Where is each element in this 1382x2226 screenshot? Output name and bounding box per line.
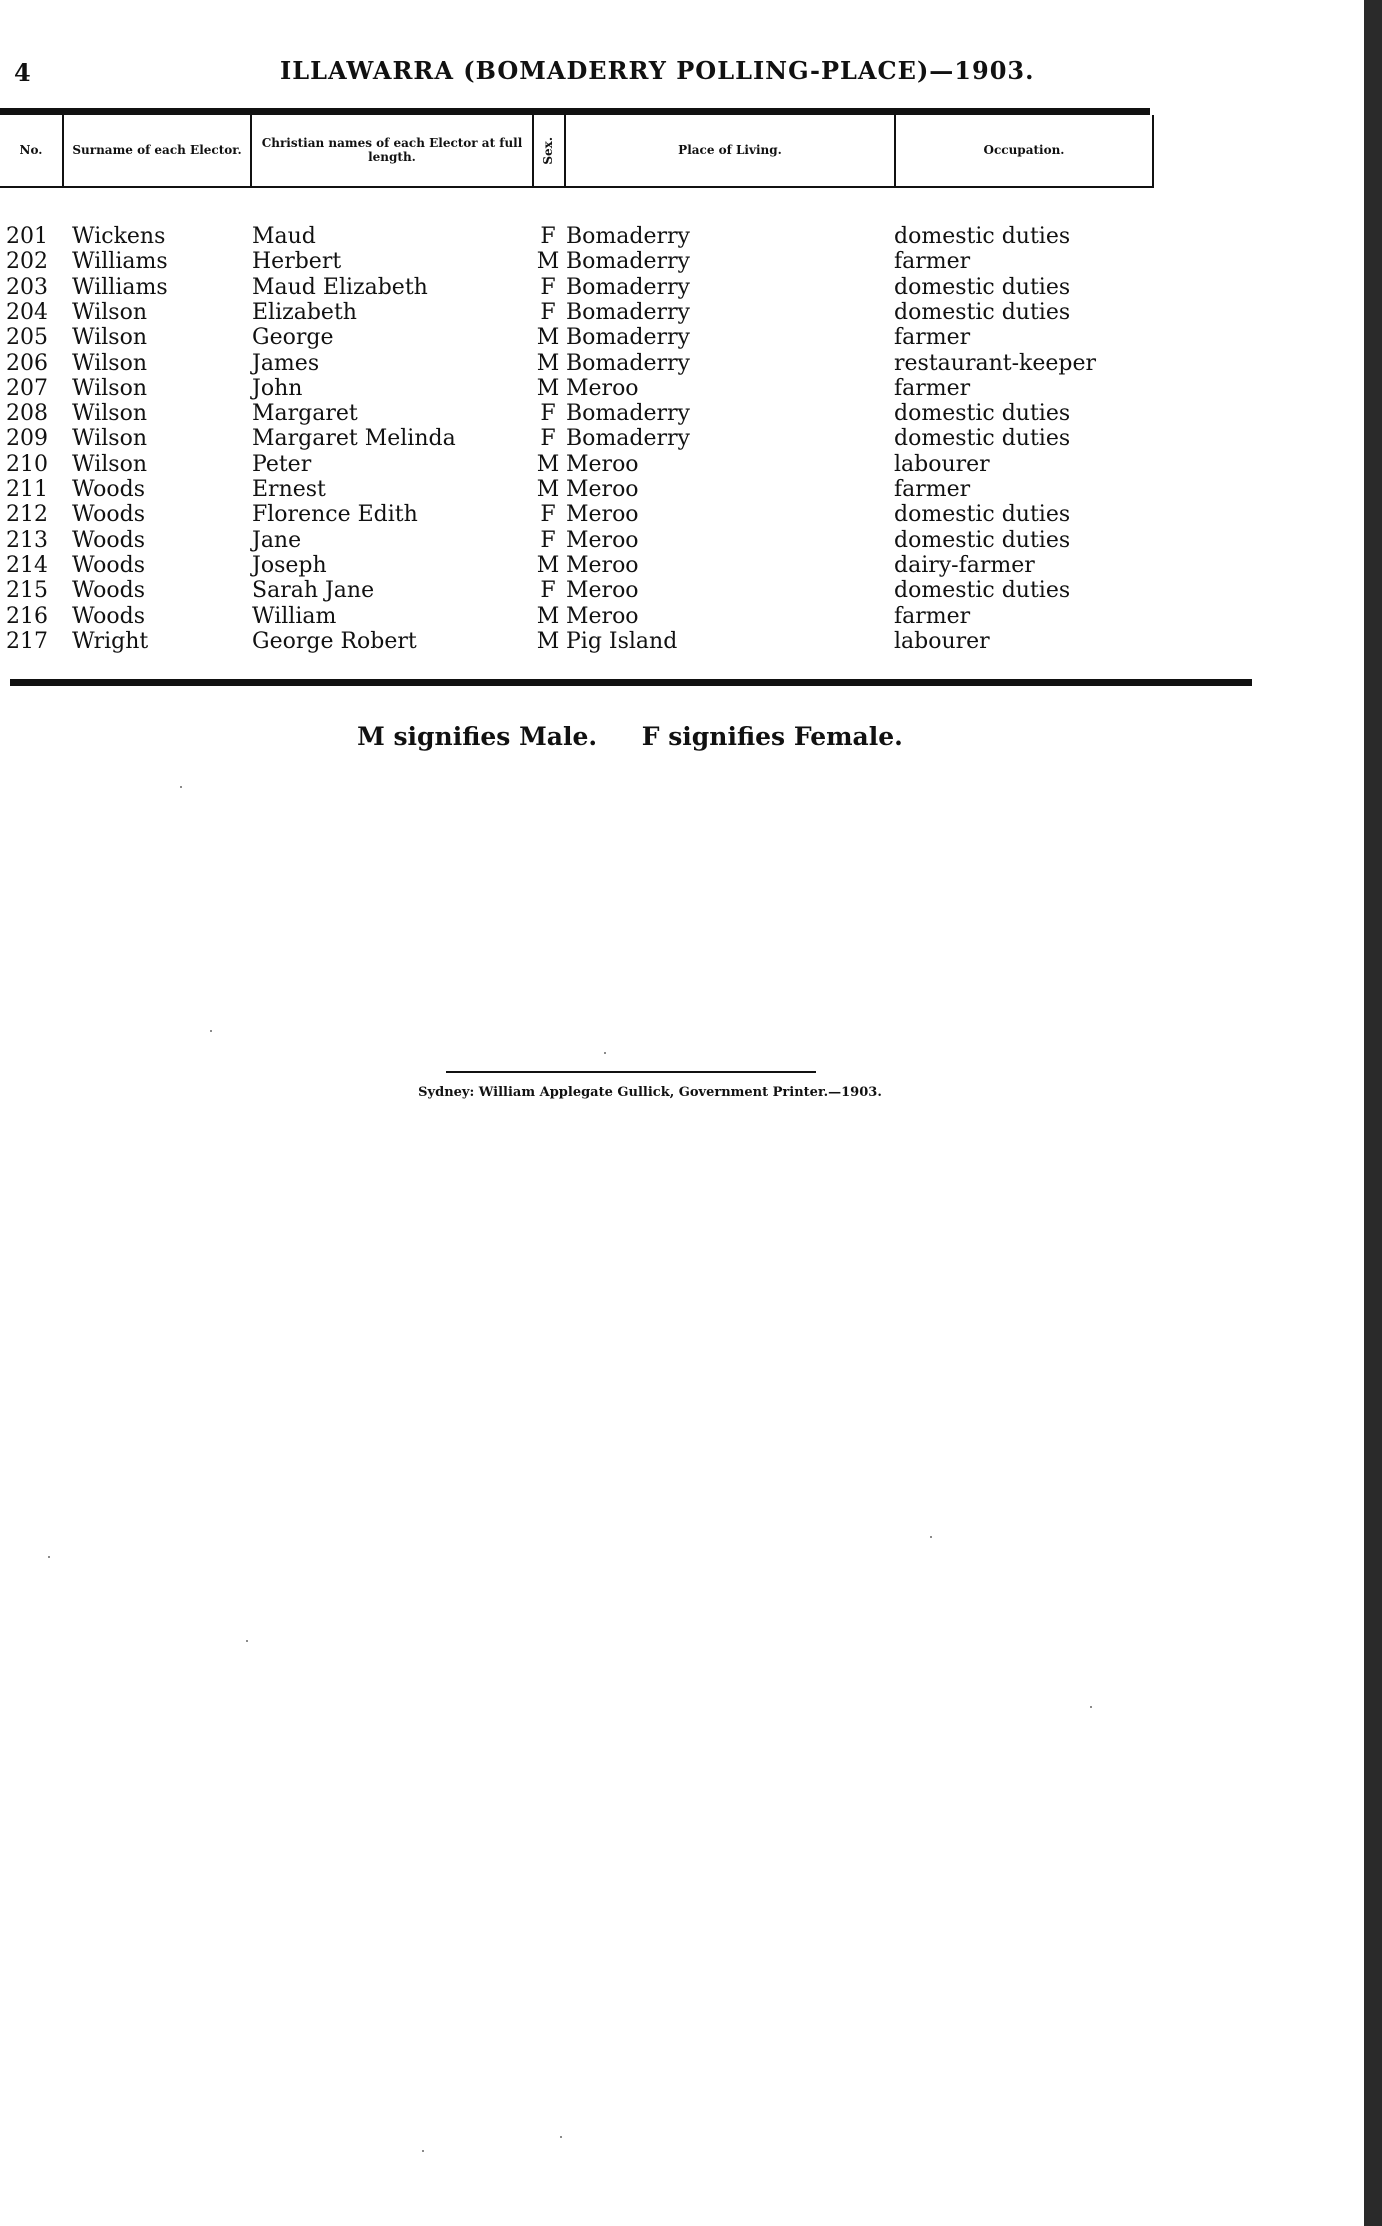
row-surname: Wickens [72, 224, 166, 249]
row-surname: Woods [72, 603, 145, 629]
table-row [0, 629, 1260, 654]
row-surname: Wright [72, 628, 149, 654]
header-no: No. [0, 115, 64, 186]
row-surname: Woods [72, 552, 145, 578]
row-occupation: domestic duties [894, 401, 1071, 427]
row-place: Meroo [566, 502, 639, 528]
printer-rule [446, 1071, 816, 1073]
row-occupation: labourer [894, 628, 990, 654]
table-row [0, 249, 1260, 274]
row-place: Meroo [566, 375, 639, 401]
row-place: Bomaderry [566, 325, 690, 351]
row-sex: M [536, 477, 560, 502]
row-occupation: domestic duties [894, 426, 1071, 452]
row-place: Bomaderry [566, 299, 690, 325]
header-occupation: Occupation. [983, 142, 1065, 157]
row-place: Bomaderry [566, 401, 690, 427]
row-surname: Wilson [72, 350, 148, 376]
table-row [0, 401, 1260, 426]
table-row [0, 351, 1260, 376]
legend-male: M signifies Male. [357, 722, 598, 751]
row-occupation: domestic duties [894, 578, 1071, 604]
row-place: Meroo [566, 527, 639, 553]
table-row [0, 275, 1260, 300]
row-christian-names: Ernest [252, 477, 326, 502]
table-row [0, 376, 1260, 401]
row-christian-names: Sarah Jane [252, 578, 375, 604]
row-christian-names: Maud Elizabeth [252, 274, 428, 300]
row-place: Meroo [566, 603, 639, 629]
row-place: Bomaderry [566, 426, 690, 452]
table-row [0, 477, 1260, 502]
header-surname: Surname of each Elector. [64, 115, 252, 186]
table-row [0, 426, 1260, 451]
row-place: Meroo [566, 552, 639, 578]
row-surname: Woods [72, 477, 145, 502]
row-surname: Williams [72, 249, 168, 275]
row-surname: Wilson [72, 325, 148, 351]
row-christian-names: Margaret [252, 401, 358, 427]
row-surname: Woods [72, 502, 145, 528]
row-christian-names: Margaret Melinda [252, 426, 456, 452]
row-occupation: domestic duties [894, 224, 1071, 249]
header-place: Place of Living. [566, 115, 896, 186]
row-christian-names: George [252, 325, 334, 351]
row-christian-names: George Robert [252, 628, 417, 654]
header-sex [534, 115, 566, 186]
row-sex: M [536, 451, 560, 477]
row-occupation: farmer [894, 477, 971, 502]
row-occupation: restaurant-keeper [894, 350, 1097, 376]
row-number: 204 [6, 299, 48, 325]
row-occupation: farmer [894, 325, 971, 351]
row-place: Bomaderry [566, 274, 690, 300]
table-row [0, 502, 1260, 527]
page-number: 4 [14, 58, 31, 87]
row-occupation: labourer [894, 451, 990, 477]
table-row [0, 325, 1260, 350]
row-number: 215 [6, 578, 48, 604]
legend-female: F signifies Female. [641, 722, 903, 751]
row-place: Bomaderry [566, 350, 690, 376]
row-surname: Wilson [72, 375, 148, 401]
row-number: 216 [6, 603, 48, 629]
row-sex: F [540, 401, 556, 427]
header-christian-names: Christian names of each Elector at full length. [252, 115, 534, 186]
row-sex: M [536, 375, 560, 401]
row-christian-names: Elizabeth [252, 299, 357, 325]
page-title: ILLAWARRA (BOMADERRY POLLING-PLACE)—1903. [280, 56, 1035, 85]
row-occupation: domestic duties [894, 274, 1071, 300]
row-number: 202 [6, 249, 48, 275]
row-christian-names: James [252, 350, 320, 376]
row-surname: Williams [72, 274, 168, 300]
row-occupation: domestic duties [894, 502, 1071, 528]
row-number: 209 [6, 426, 48, 452]
row-occupation: domestic duties [894, 299, 1071, 325]
row-sex: M [536, 552, 560, 578]
row-place: Bomaderry [566, 224, 690, 249]
row-number: 217 [6, 628, 48, 654]
row-sex: F [540, 502, 556, 528]
row-occupation: farmer [894, 249, 971, 275]
row-christian-names: Jane [252, 527, 302, 553]
row-number: 208 [6, 401, 48, 427]
row-number: 206 [6, 350, 48, 376]
row-number: 201 [6, 224, 48, 249]
row-sex: M [536, 249, 560, 275]
sex-legend [0, 722, 1260, 751]
row-place: Meroo [566, 578, 639, 604]
row-surname: Woods [72, 527, 145, 553]
row-number: 211 [6, 477, 48, 502]
table-row [0, 553, 1260, 578]
row-sex: M [536, 603, 560, 629]
table-bottom-rule [10, 679, 1252, 686]
row-occupation: farmer [894, 375, 971, 401]
row-christian-names: Peter [252, 451, 312, 477]
row-number: 210 [6, 451, 48, 477]
row-sex: F [540, 274, 556, 300]
row-surname: Wilson [72, 401, 148, 427]
row-sex: M [536, 350, 560, 376]
table-row [0, 528, 1260, 553]
table-row [0, 578, 1260, 603]
row-number: 213 [6, 527, 48, 553]
row-sex: M [536, 325, 560, 351]
row-sex: M [536, 628, 560, 654]
row-surname: Wilson [72, 426, 148, 452]
row-place: Meroo [566, 477, 639, 502]
row-christian-names: Herbert [252, 249, 342, 275]
row-surname: Woods [72, 578, 145, 604]
row-number: 214 [6, 552, 48, 578]
row-surname: Wilson [72, 299, 148, 325]
row-sex: F [540, 299, 556, 325]
row-occupation: dairy-farmer [894, 552, 1035, 578]
row-occupation: domestic duties [894, 527, 1071, 553]
row-sex: F [540, 578, 556, 604]
row-place: Meroo [566, 451, 639, 477]
table-row [0, 300, 1260, 325]
row-surname: Wilson [72, 451, 148, 477]
row-place: Pig Island [566, 628, 678, 654]
row-sex: F [540, 527, 556, 553]
printer-imprint: Sydney: William Applegate Gullick, Government Printer.—1903. [418, 1085, 882, 1100]
row-christian-names: William [252, 603, 337, 629]
row-number: 212 [6, 502, 48, 528]
row-christian-names: Maud [252, 224, 316, 249]
row-number: 207 [6, 375, 48, 401]
header-rule [0, 108, 1150, 115]
row-number: 203 [6, 274, 48, 300]
table-row [0, 224, 1260, 249]
row-sex: F [540, 426, 556, 452]
row-christian-names: Florence Edith [252, 502, 418, 528]
page-edge-shadow [1364, 0, 1382, 2226]
table-header [0, 115, 1154, 188]
row-occupation: farmer [894, 603, 971, 629]
table-row [0, 452, 1260, 477]
row-place: Bomaderry [566, 249, 690, 275]
row-christian-names: John [252, 375, 303, 401]
header-sex-label: Sex. [541, 136, 556, 165]
row-sex: F [540, 224, 556, 249]
row-number: 205 [6, 325, 48, 351]
table-row [0, 604, 1260, 629]
row-christian-names: Joseph [252, 552, 327, 578]
